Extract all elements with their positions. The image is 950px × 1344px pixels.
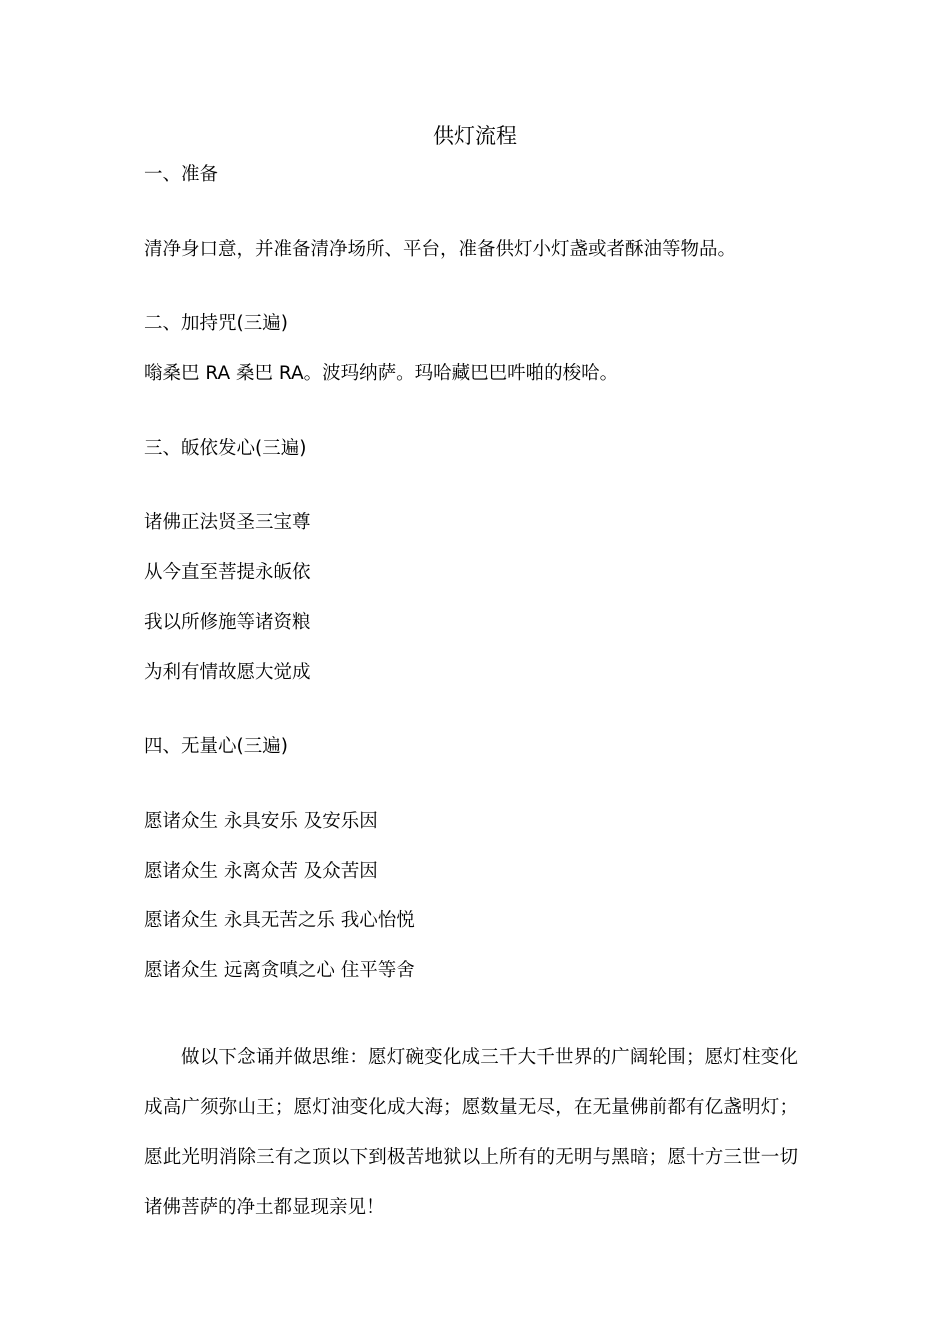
contemplation-paragraph: 做以下念诵并做思维：愿灯碗变化成三千大千世界的广阔轮围；愿灯柱变化成高广须弥山王；愿灯油变化成大海；愿数量无尽，在无量佛前都有亿盏明灯；愿此光明消除三有之顶以下到极苦地狱以上所有的无明与黑暗；愿十方三世一切诸佛菩萨的净土都显现亲见！ bbox=[144, 1047, 798, 1218]
refuge-verse-line: 诸佛正法贤圣三宝尊 bbox=[144, 512, 311, 533]
section-heading-prepare: 一、准备 bbox=[144, 164, 219, 185]
document-title: 供灯流程 bbox=[433, 124, 517, 148]
refuge-verse-line: 从今直至菩提永皈依 bbox=[144, 562, 311, 583]
section-heading-immeasurables: 四、无量心(三遍) bbox=[144, 736, 288, 757]
immeasurables-verse-line: 愿诸众生 远离贪嗔之心 住平等舍 bbox=[144, 960, 415, 981]
section-body-mantra: 嗡桑巴 RA 桑巴 RA。波玛纳萨。玛哈藏巴巴吽啪的梭哈。 bbox=[144, 363, 619, 384]
immeasurables-verse-line: 愿诸众生 永具无苦之乐 我心怡悦 bbox=[144, 910, 415, 931]
section-body-prepare: 清净身口意，并准备清净场所、平台，准备供灯小灯盏或者酥油等物品。 bbox=[144, 239, 737, 260]
refuge-verse-line: 我以所修施等诸资粮 bbox=[144, 612, 311, 633]
section-heading-refuge: 三、皈依发心(三遍) bbox=[144, 438, 307, 459]
immeasurables-verse-line: 愿诸众生 永离众苦 及众苦因 bbox=[144, 861, 378, 882]
refuge-verse-line: 为利有情故愿大觉成 bbox=[144, 662, 311, 683]
section-heading-mantra: 二、加持咒(三遍) bbox=[144, 313, 288, 334]
immeasurables-verse-line: 愿诸众生 永具安乐 及安乐因 bbox=[144, 811, 378, 832]
